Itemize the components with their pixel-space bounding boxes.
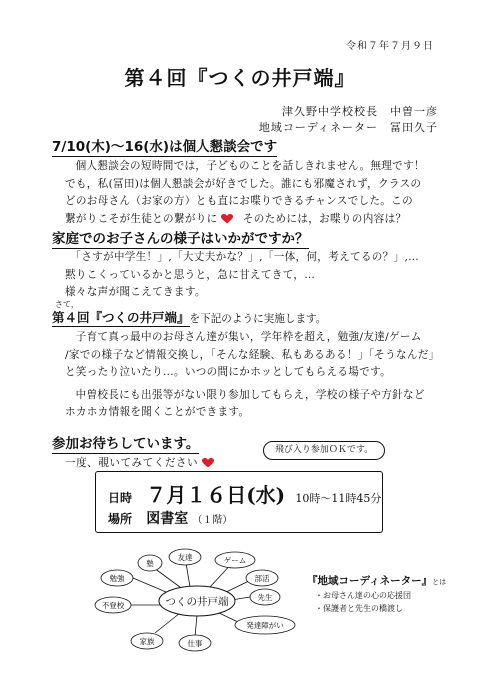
diagram-center-label: つくの井戸端 — [165, 596, 229, 608]
paragraph-line: 様々な声が聞こえてきます。 — [65, 286, 206, 298]
topic-diagram — [85, 545, 305, 675]
paragraph-line: でも，私(冨田)は個人懇談会が好きでした。誰にも邪魔されず，クラスの — [65, 177, 422, 190]
section-note: さて， — [55, 300, 79, 309]
paragraph-line: 黙りこくっているかと思うと，急に甘えてきて，… — [65, 268, 316, 281]
coordinator-item: ・お母さん達の心の応援団 — [315, 591, 411, 600]
heart-icon — [202, 458, 214, 468]
invite-text: 一度、覗いてみてください — [65, 457, 199, 469]
diagram-topic: 友達 — [177, 553, 193, 562]
event-date-row — [108, 479, 381, 508]
coordinator-title-main: 『地域コーディネーター』 — [307, 575, 433, 587]
diagram-topic: 家族 — [139, 637, 155, 646]
coordinator-title-suffix: とは — [432, 578, 447, 586]
paragraph-line: 中曽校長にも出張等がない限り参加してもらえ，学校の様子や方針など — [75, 388, 425, 401]
diagram-topic: 仕事 — [187, 639, 203, 648]
section-heading-event-line — [52, 310, 326, 326]
paragraph-fragment: 繋がりこそが生徒との繋がりに — [65, 212, 218, 225]
paragraph-line: ホカホカ情報を聞くことができます。 — [65, 406, 250, 418]
paragraph-line: 個人懇談会の短時間では，子どものことを話しきれません。無理です！ — [75, 160, 425, 172]
heart-icon — [221, 214, 233, 224]
paragraph-line: 子育て真っ最中のお母さん達が集い，学年枠を超え，勉強/友達/ゲーム — [75, 331, 422, 343]
diagram-topic: 発達障がい — [246, 621, 284, 630]
diagram-topic: ゲーム — [223, 556, 247, 565]
event-floor: （１階） — [192, 515, 233, 526]
section-heading-event: 第４回『つくの井戸端』 — [52, 310, 190, 325]
event-date-label: 日時 — [108, 491, 133, 505]
diagram-topic: 勉強 — [109, 574, 125, 583]
section-body-conference — [65, 158, 438, 228]
diagram-topic: 塾 — [146, 559, 154, 568]
signature-coordinator: 地域コーディネーター 冨田久子 — [258, 121, 438, 134]
document-title: 第４回『つくの井戸端』 — [124, 66, 356, 90]
paragraph-line: と笑ったり泣いたり…。いつの間にかホッとしてもらえる場です。 — [65, 366, 391, 378]
event-date-value: ７月１６日(水) — [146, 483, 286, 507]
invite-line — [65, 455, 214, 470]
event-place-label: 場所 — [108, 512, 133, 526]
section-body-event — [65, 329, 438, 422]
paragraph-line: 「さすが中学生！」,「大丈夫かな？」,「一体，何，考えてるの？」,… — [70, 251, 420, 263]
paragraph-line — [65, 211, 438, 229]
diagram-topic: 不登校 — [101, 601, 125, 610]
section-body-home — [65, 249, 438, 302]
event-place-row — [108, 508, 232, 528]
coordinator-title — [307, 573, 446, 588]
paragraph-fragment: そのためには，お喋りの内容は？ — [242, 212, 407, 225]
event-time-value: 10時〜11時45分 — [295, 492, 382, 505]
section-heading-home: 家庭でのお子さんの様子はいかがですか？ — [52, 231, 309, 247]
event-info-box — [95, 471, 383, 533]
event-place-value: 図書室 — [146, 511, 189, 527]
signature-principal: 津久野中学校校長 中曽一彦 — [282, 105, 438, 118]
walk-in-bubble: 飛び入り参加ＯＫです。 — [263, 441, 385, 460]
section-heading-conference: 7/10(木)～16(水)は個人懇談会です — [52, 139, 278, 155]
paragraph-line: /家での様子など情報交換し，「そんな経験、私もあるある！」「そうなんだ」 — [65, 348, 440, 361]
section-heading-suffix: を下記のように実施します。 — [189, 313, 327, 325]
section-heading-invite: 参加お待ちしています。 — [52, 436, 200, 452]
diagram-topic: 部活 — [254, 574, 270, 583]
paragraph-line: どのお母さん（お家の方）とも直にお喋りできるチャンスでした。この — [65, 195, 413, 207]
diagram-topic: 先生 — [257, 593, 273, 602]
document-date: 令和７年７月９日 — [346, 41, 434, 52]
coordinator-item: ・保護者と先生の橋渡し — [315, 604, 403, 613]
